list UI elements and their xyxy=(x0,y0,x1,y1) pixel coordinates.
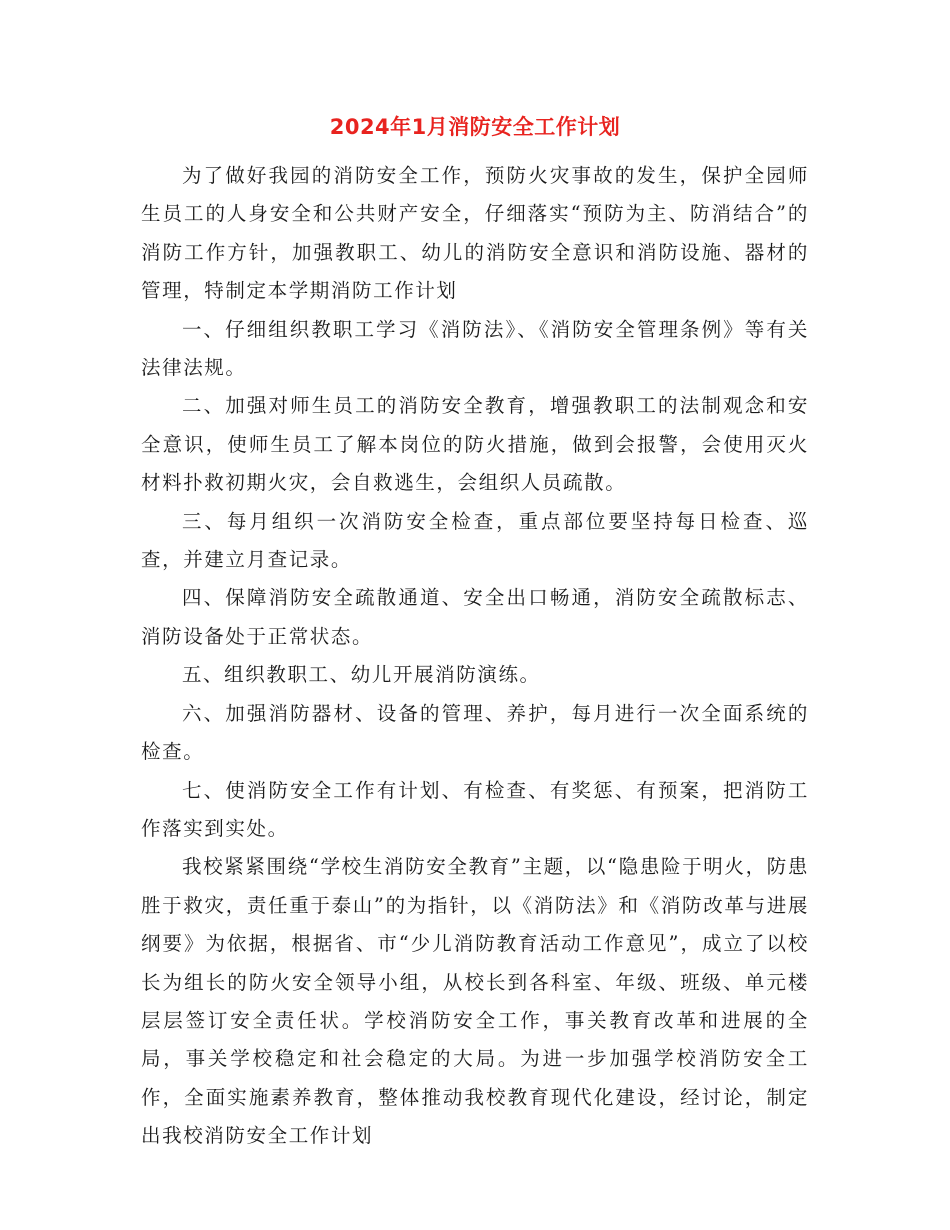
paragraph-item-6: 六、加强消防器材、设备的管理、养护，每月进行一次全面系统的检查。 xyxy=(141,701,809,764)
paragraph-item-2: 二、加强对师生员工的消防安全教育，增强教职工的法制观念和安全意识，使师生员工了解本岗位的防火措施，做到会报警，会使用灭火材料扑救初期火灾，会自救逃生，会组织人员疏散。 xyxy=(141,394,809,495)
document-title: 2024年1月消防安全工作计划 xyxy=(329,115,621,139)
document-body xyxy=(141,157,809,1156)
paragraph-intro: 为了做好我园的消防安全工作，预防火灾事故的发生，保护全园师生员工的人身安全和公共财产安全，仔细落实“预防为主、防消结合”的消防工作方针，加强教职工、幼儿的消防安全意识和消防设施、器材的管理，特制定本学期消防工作计划 xyxy=(141,164,809,303)
paragraph-item-3: 三、每月组织一次消防安全检查，重点部位要坚持每日检查、巡查，并建立月查记录。 xyxy=(141,509,809,572)
paragraph-item-1: 一、仔细组织教职工学习《消防法》、《消防安全管理条例》等有关法律法规。 xyxy=(141,317,809,380)
paragraph-item-7: 七、使消防安全工作有计划、有检查、有奖惩、有预案，把消防工作落实到实处。 xyxy=(141,778,809,840)
paragraph-item-5: 五、组织教职工、幼儿开展消防演练。 xyxy=(181,663,541,687)
paragraph-school-plan: 我校紧紧围绕“学校生消防安全教育”主题，以“隐患险于明火，防患胜于救灾，责任重于泰山”的为指针，以《消防法》和《消防改革与进展纲要》为依据，根据省、市“少儿消防教育活动工作意见”，成立了以校长为组长的防火安全领导小组，从校长到各科室、年级、班级、单元楼层层签订安全责任状。学校消防安全工作，事关教育改革和进展的全局，事关学校稳定和社会稳定的大局。为进一步加强学校消防安全工作，全面实施素养教育，整体推动我校教育现代化建设，经讨论，制定出我校消防安全工作计划 xyxy=(141,855,809,1148)
paragraph-item-4: 四、保障消防安全疏散通道、安全出口畅通，消防安全疏散标志、消防设备处于正常状态。 xyxy=(141,586,809,648)
